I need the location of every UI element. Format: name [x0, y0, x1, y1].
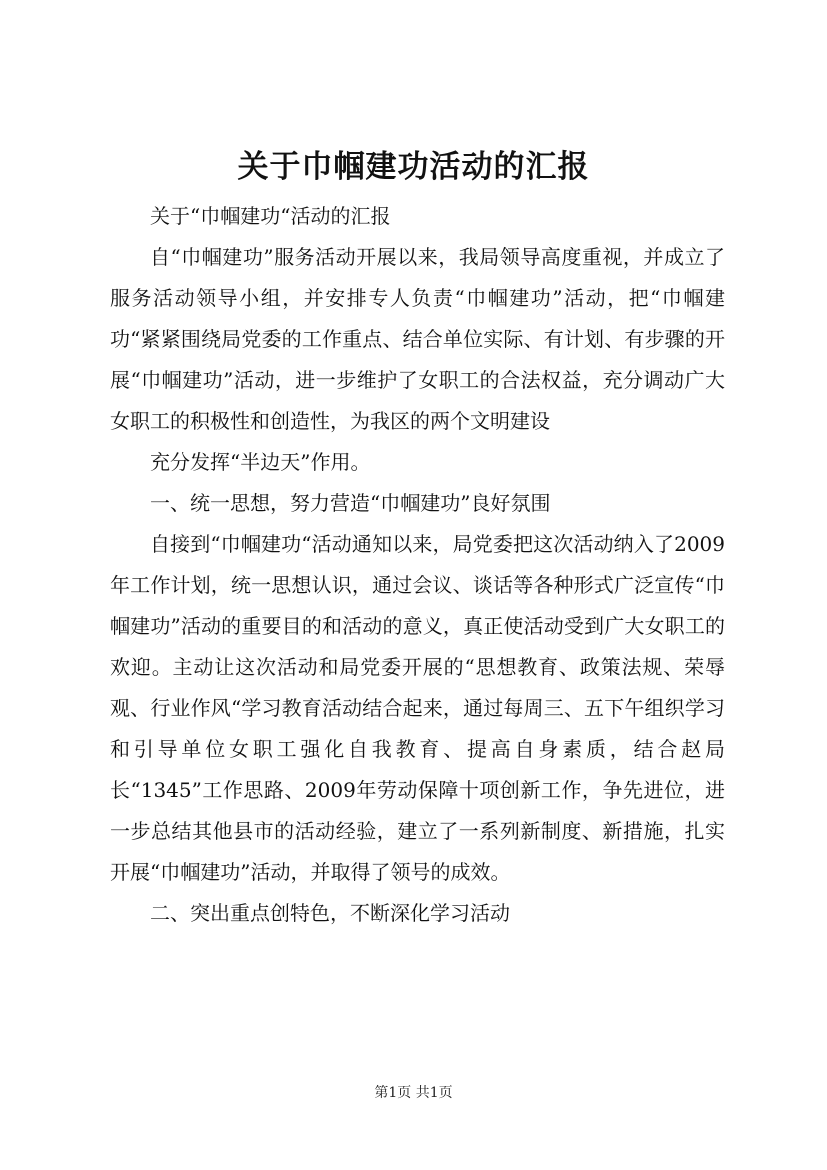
paragraph-role: 充分发挥“半边天”作用。 — [150, 450, 371, 474]
section-heading-1: 一、统一思想，努力营造“巾帼建功”良好氛围 — [150, 491, 551, 515]
paragraph-section-1: 自接到“巾帼建功“活动通知以来，局党委把这次活动纳入了2009年工作计划，统一思想认识，通过会议、谈话等各种形式广泛宣传“巾帼建功”活动的重要目的和活动的意义，真正使活动受到广大女职工的欢迎。主动让这次活动和局党委开展的“思想教育、政策法规、荣辱观、行业作风“学习教育活动结合起来，通过每周三、五下午组织学习和引导单位女职工强化自我教育、提高自身素质，结合赵局长“1345”工作思路、2009年劳动保障十项创新工作，争先进位，进一步总结其他县市的活动经验，建立了一系列新制度、新措施，扎实开展“巾帼建功”活动，并取得了领号的成效。 — [110, 532, 725, 884]
document-title: 关于巾帼建功活动的汇报 — [237, 149, 590, 185]
section-heading-2: 二、突出重点创特色，不断深化学习活动 — [150, 901, 510, 925]
document-body — [110, 196, 725, 934]
page-footer: 第1页 共1页 — [374, 1085, 453, 1101]
paragraph-subtitle: 关于“巾帼建功“活动的汇报 — [150, 204, 391, 228]
paragraph-intro: 自“巾帼建功”服务活动开展以来，我局领导高度重视，并成立了服务活动领导小组，并安排专人负责“巾帼建功”活动，把“巾帼建功“紧紧围绕局党委的工作重点、结合单位实际、有计划、有步骤的开展“巾帼建功”活动，进一步维护了女职工的合法权益，充分调动广大女职工的积极性和创造性，为我区的两个文明建设 — [110, 245, 725, 433]
